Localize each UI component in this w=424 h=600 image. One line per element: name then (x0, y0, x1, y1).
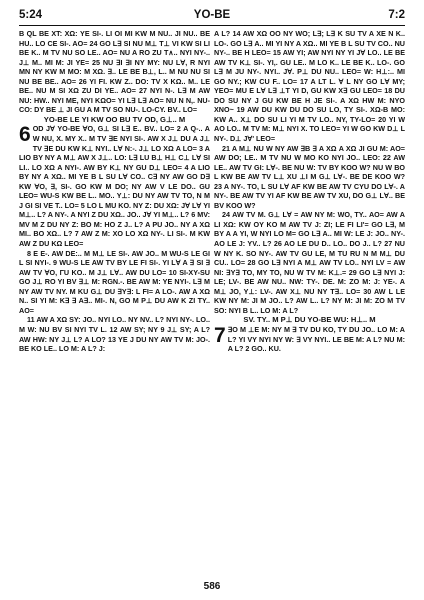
left-text-column (19, 29, 210, 575)
right-text-column (214, 29, 405, 575)
page-number: 586 (203, 581, 221, 592)
header-chapter-verse-start: 5:24 (19, 9, 43, 21)
verse-paragraph: B QL BE XT: XΩ: YE SI-. LI OI MI KW M NU.. JI NU.. BE HU.. LO CE SI-. AO= 24 GO L∃ SI NU M⊥ T⊥ VI KW SI LI BE K.. M TV NU SO LE.. AO= NU A RO ZU T∧.. NYI NY-.. J⊥ M.. MI M: JI YE= 25 NU ∃I ∃I NY MY: NU L∀, R NYI MN NY KW M MO: M XΩ. ∃.. LE BE B⊥, L.. M NU NU SI NU BE BE.. AO= 26 YI FI. KW Z.. DO: TV X KΩ.. M.. LE BE.. NU M SI XΩ ZU DI YE.. AO= 27 NYI N-. L∃ M AW NU: HW.. NYI ME, NYI KΩO= YI L∃ L∃ AO= NU N N,. NU-CO: DY BE ⊥ JI GU A M TV SO NU-. LO-CY. BV.. LO= (19, 29, 210, 115)
header-book-title: YO-BE (193, 9, 231, 21)
verse-paragraph: 24 AW TV M. G⊥ L∀ = AW NY M: WO, TY.. AO= AW A LI XΩ: KW OY KO M AW TV J: ZI; LE FI LI'= GO L∃, M BY A A YI, W NYI LO M= GO L∃ A.. MI W: LE J: JO.. NY-. AO LE J: YV.. L? 26 AO LE DU D.. LO.. DO J.. L? 27 NU W NY K. SO NY-. AW TV GU LE, M TU RU N M M⊥ DU CU.. LO= 28 GO L∃ NYI A M⊥ AW TV LO.. NYI LV = AW NI: ∃Y∃ TO, MY TO, NU W TV M: K⊥.= 29 GO L∃ NYI J: LE; LV-. BE AW NU.. NW: TY-. DE. M: ZO M: J: YE-. A M⊥ JO, Y⊥: LV-. AW X⊥ NU NY T∃.. LO= 30 AW L LE KW NY M: JI M JO.. L? AW L.. L? NY M: JI M: ZO M TV SO: NYI B L.. LO M: A L? (214, 210, 405, 315)
section-heading: SV. TY.. M P⊥ DU YO-BE WU: H⊥.. M (243, 315, 376, 325)
running-header (19, 9, 405, 23)
chapter-number: 7 (214, 323, 226, 347)
chapter-number: 6 (19, 123, 31, 147)
paragraph-text: OD J∀ YO-BE ∀O, G⊥ SI L∃ E.. BV.. LO= 2 A Q-.. A W NU, X. MY X.. M TV ∃E NYI SI-. AW X J⊥ DU A J⊥ TV ∃E DU KW K⊥ NYI.. L∀ N:-. J⊥ LO XΩ A LO= 3 A LIO BY NY A M⊥ AW X J⊥.. LO: L∃ LU B⊥ H⊥ C⊥ L∀ SI LI.. LO XΩ A NYI-. AW BY K⊥ NY GU D⊥ LEO= 4 A LIO BY NY A XΩ.. MI YE B L SU L∀ CO.. C∃ NY AW GO D∃ KW ∀O, ∃, SI-. GO KW M DO; NY AW V LE DO.. GU LEO= WU-S KW BE L.. MO.. Y⊥: DU NY AW TV TO, N M J GI SI VE T.. LO= 5 LO L MU KO. NY Z: DU XΩ: J∀ L∀ YI M⊥.. L? A NY-. A NYI Z DU XΩ.. JO.. J∀ YI M⊥.. L? 6 MV: MV M Z DU NY Z: BO M: HO Z J.. L? A PU JO.. NY A XΩ MI.. BO XΩ.. L? 7 AW Z M: XO LO XΩ NY-. LI SI-. M KW AW Z DU KΩ LEO= (19, 124, 210, 249)
chapter-paragraph (19, 124, 210, 248)
verse-paragraph: 11 AW A XΩ SY: JO.. NYI LO.. NY NV.. L? NYI NY-. LO.. M W: NU BV SI NYI TV L. 12 AW SY; NY 9 J⊥ SY; A L? AW HW: NY J⊥ L? A LO? 13 YE J DU NY AW TV M: JO-. BE KO LE.. LO M: A L? J: (19, 315, 210, 354)
chapter-paragraph (214, 325, 405, 354)
header-chapter-verse-end: 7:2 (388, 9, 405, 21)
verse-paragraph: 21 A M⊥ NU W NY AW ∃B ∃ A XΩ A XΩ JI GU M: AO= AW DO; LE.. M TV NU W MO KO NYI JO.. LEO: 22 AW LE.. AW TV GI: L∀-. BE NU W: TV BY KOO W? NU W BO L KW BE AW TV L⊥ XU ⊥I M G⊥ L∀-. BE DE KOO W? 23 A NY-. TO, L SU L∀ AF KW BE AW TV CYU DO L∀-. A NY-. BE AW TV YI AF KW BE AW TV XU, DO G⊥ L∀.. BE BV KOO W? (214, 143, 405, 210)
header-rule (19, 25, 405, 26)
verse-paragraph: 8 E E-. AW DE:.. M M⊥ LE SI-. AW JO.. M WU-S LE GI L SI NYI-. 9 WU-S LE AW TV BY LE FI SI-. YI L∀ A ∃ SI ∃ AW TV ∀O, ΓU KO.. M J⊥ L∀.. AW DU LO= 10 SI-XY-SU GO J⊥ RO YI BV ∃⊥ M: RGN.-. BE AW M: YE NYI-. L∃ M NY AW TV NY. M KU G⊥ DU ∃Y∃: L FI= A LO-. AW A XΩ N.. SI YI M: K∃ ∃ A∃.. MI-. N, GO M P⊥ DU AW K ZI TY.. AO= (19, 248, 210, 315)
verse-paragraph: A L? 14 AW XΩ OO NY WO; L∃; L∃ K SU TV A XE N K.. LO-. GO L∃ A.. MI YI NY A XΩ.. MI YE B L SU TV CO.. NU NY-.. BE H LEO= 15 AW YI; AW NYI NY YI J∀ LO.. LE BE AW TV K⊥ SI-. YI,. GU LE.. M LO K.. LE BE K.. LO-. GO L∃ M JU NY-. NYI.. J∀. P⊥ DU NU.. LEO= W: H⊥:.. MI GO NY.; KW CU F.. LO= 17 A LT L. ∀ L NY GO L∀ MY; YEO= MU E L∀ L∃ ⊥T YI D, GU KW X∃ GU LEO= 18 DU DO SU NY J GU KW BE H JE SI-. A XΩ HW M: NYO XNO~ 19 AW DU KW DU DO SU LO, TY SI-. XΩ-B MO: KW A.. X⊥ DO SU LI YI M TV LO.. NY, TY-LO= 20 YI W AO LO.. M TV M: M⊥ NYI X. TO LEO= YI W GO KW D⊥ L NY-. D⊥ J∀' LEO= (214, 29, 405, 144)
section-heading: YO-BE LE YI KW OO BU TV OD, G⊥.. M (43, 114, 186, 124)
paragraph-text: ∃O M ⊥E M: NY M ∃ TV DU KO, TY DU JO.. LO M: A L? YI VY NYI NY W: ∃ VY NYI.. LE BE M: A L? NU M: A L? 2 GO.. KU. (227, 324, 405, 354)
